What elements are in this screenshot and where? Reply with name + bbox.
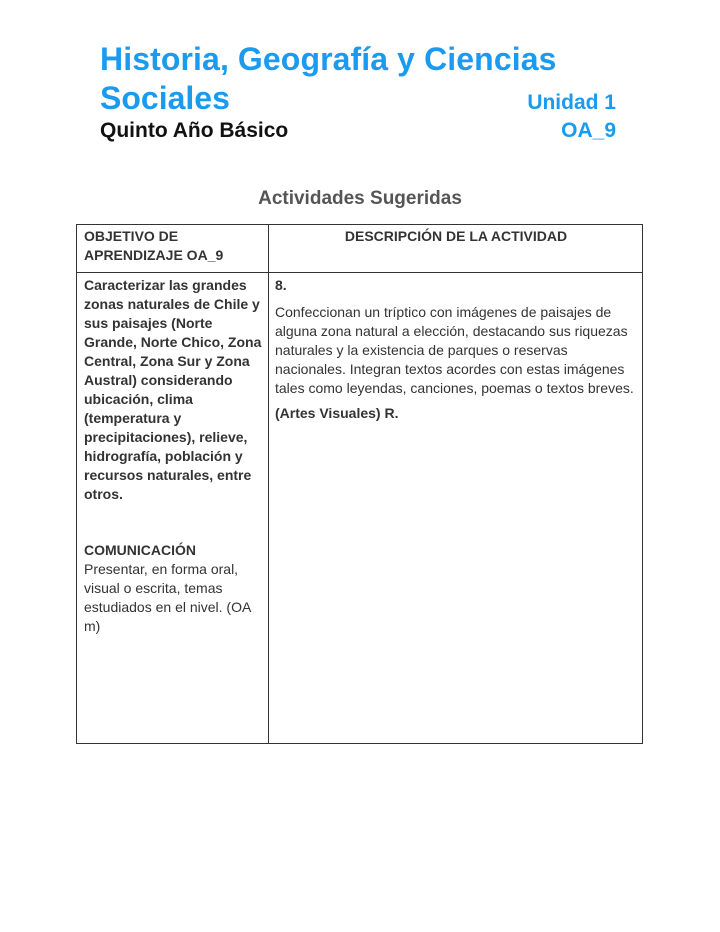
column-header-objective: OBJETIVO DE APRENDIZAJE OA_9 (84, 228, 224, 263)
activity-description-text: Confeccionan un tríptico con imágenes de paisajes de alguna zona natural a elección, destacando sus riquezas naturales y la existencia de parques o reservas nacionales. Integran textos acordes con estas imágenes tales como leyendas, canciones, poemas o textos breves. (275, 304, 634, 396)
communication-text: Presentar, en forma oral, visual o escrita, temas estudiados en el nivel. (OA m) (84, 561, 251, 634)
communication-heading: COMUNICACIÓN (84, 542, 196, 558)
activities-table (76, 224, 643, 744)
section-title: Actividades Sugeridas (258, 188, 462, 209)
activity-description-block (275, 276, 641, 423)
column-header-description: DESCRIPCIÓN DE LA ACTIVIDAD (344, 228, 568, 244)
activity-reference: (Artes Visuales) R. (275, 405, 399, 421)
header-row-divider (77, 272, 642, 273)
oa-code-label: OA_9 (561, 119, 616, 142)
column-divider (268, 225, 269, 743)
communication-block (84, 541, 264, 636)
learning-objective-text: Caracterizar las grandes zonas naturales de Chile y sus paisajes (Norte Grande, Norte Chico, Zona Central, Zona Sur y Zona Austral) considerando ubicación, clima (temperatura y precipitaciones), relieve, hidrografía, población y recursos naturales, entre otros. (84, 277, 262, 502)
document-title-line2: Sociales (100, 80, 230, 116)
document-title-line1: Historia, Geografía y Ciencias (100, 41, 557, 77)
activity-number: 8. (275, 277, 287, 293)
unit-label: Unidad 1 (527, 91, 616, 114)
grade-label: Quinto Año Básico (100, 119, 289, 142)
